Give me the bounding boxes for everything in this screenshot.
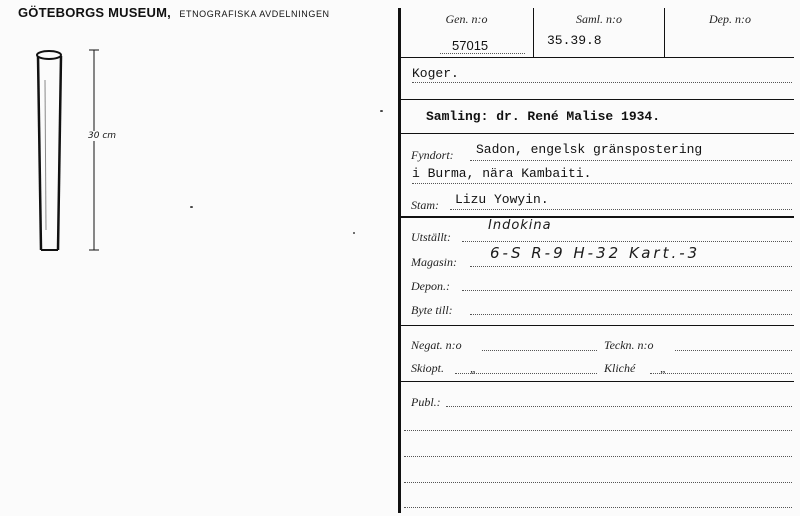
fyndort-label: Fyndort: xyxy=(411,148,454,162)
skiopt-ditto: „ xyxy=(470,361,477,375)
gen-label: Gen. n:o xyxy=(445,12,488,26)
teckn-dotline xyxy=(675,350,792,351)
fyndort-line2: i Burma, nära Kambaiti. xyxy=(412,166,592,181)
skiopt-dotline xyxy=(455,373,597,374)
byte-dotline xyxy=(470,314,792,315)
depon-label: Depon.: xyxy=(411,279,450,293)
gen-value: 57015 xyxy=(452,38,489,53)
saml-label: Saml. n:o xyxy=(576,12,622,26)
publ-dotline-1 xyxy=(446,406,792,407)
museum-header xyxy=(18,4,330,22)
top-box-bottom-rule xyxy=(400,57,794,58)
stam-value: Lizu Yowyin. xyxy=(455,192,549,207)
magasin-dotline xyxy=(470,266,792,267)
rule-above-publ xyxy=(400,381,794,382)
rule-below-collection xyxy=(400,133,794,134)
object-dotline xyxy=(412,82,792,83)
magasin-value: 6-S R-9 H-32 Kart.-3 xyxy=(490,244,701,262)
kliche-dotline xyxy=(650,373,792,374)
kliche-label: Kliché xyxy=(604,361,636,375)
museum-name: GÖTEBORGS MUSEUM, xyxy=(18,5,171,20)
publ-dotline-4 xyxy=(404,482,792,483)
gen-dotline xyxy=(440,53,525,54)
quiver-shading xyxy=(45,80,46,230)
rule-above-images xyxy=(400,325,794,326)
kliche-ditto: „ xyxy=(660,361,667,375)
speck xyxy=(380,110,383,112)
publ-dotline-3 xyxy=(404,456,792,457)
quiver-top-opening xyxy=(37,51,61,59)
object-name: Koger. xyxy=(412,66,459,81)
quiver-right-edge xyxy=(58,56,61,250)
publ-dotline-5 xyxy=(404,507,792,508)
publ-dotline-2 xyxy=(404,430,792,431)
collection: Samling: dr. René Malise 1934. xyxy=(426,109,661,124)
department-name: ETNOGRAFISKA AVDELNINGEN xyxy=(179,9,330,19)
utstallt-label: Utställt: xyxy=(411,230,452,244)
measure-label: 30 cm xyxy=(88,131,117,141)
magasin-label: Magasin: xyxy=(411,255,457,269)
negat-label: Negat. n:o xyxy=(411,338,462,352)
fyndort-dotline1 xyxy=(470,160,792,161)
rule-above-collection xyxy=(400,99,794,100)
speck xyxy=(353,232,355,234)
fyndort-line1: Sadon, engelsk gränspostering xyxy=(476,142,703,157)
byte-label: Byte till: xyxy=(411,303,453,317)
teckn-label: Teckn. n:o xyxy=(604,338,654,352)
utstallt-value: Indokina xyxy=(488,218,552,233)
stam-label: Stam: xyxy=(411,198,439,212)
depon-dotline xyxy=(462,290,792,291)
card-divider xyxy=(398,8,401,513)
saml-value: 35.39.8 xyxy=(547,33,602,48)
rule-above-storage xyxy=(400,216,794,218)
speck xyxy=(190,206,193,208)
fyndort-dotline2 xyxy=(412,183,792,184)
publ-label: Publ.: xyxy=(411,395,441,409)
dep-label: Dep. n:o xyxy=(709,12,751,26)
quiver-left-edge xyxy=(38,56,41,250)
negat-dotline xyxy=(482,350,597,351)
skiopt-label: Skiopt. xyxy=(411,361,444,375)
quiver-drawing xyxy=(25,40,135,260)
utstallt-dotline xyxy=(462,241,792,242)
stam-dotline xyxy=(450,209,792,210)
